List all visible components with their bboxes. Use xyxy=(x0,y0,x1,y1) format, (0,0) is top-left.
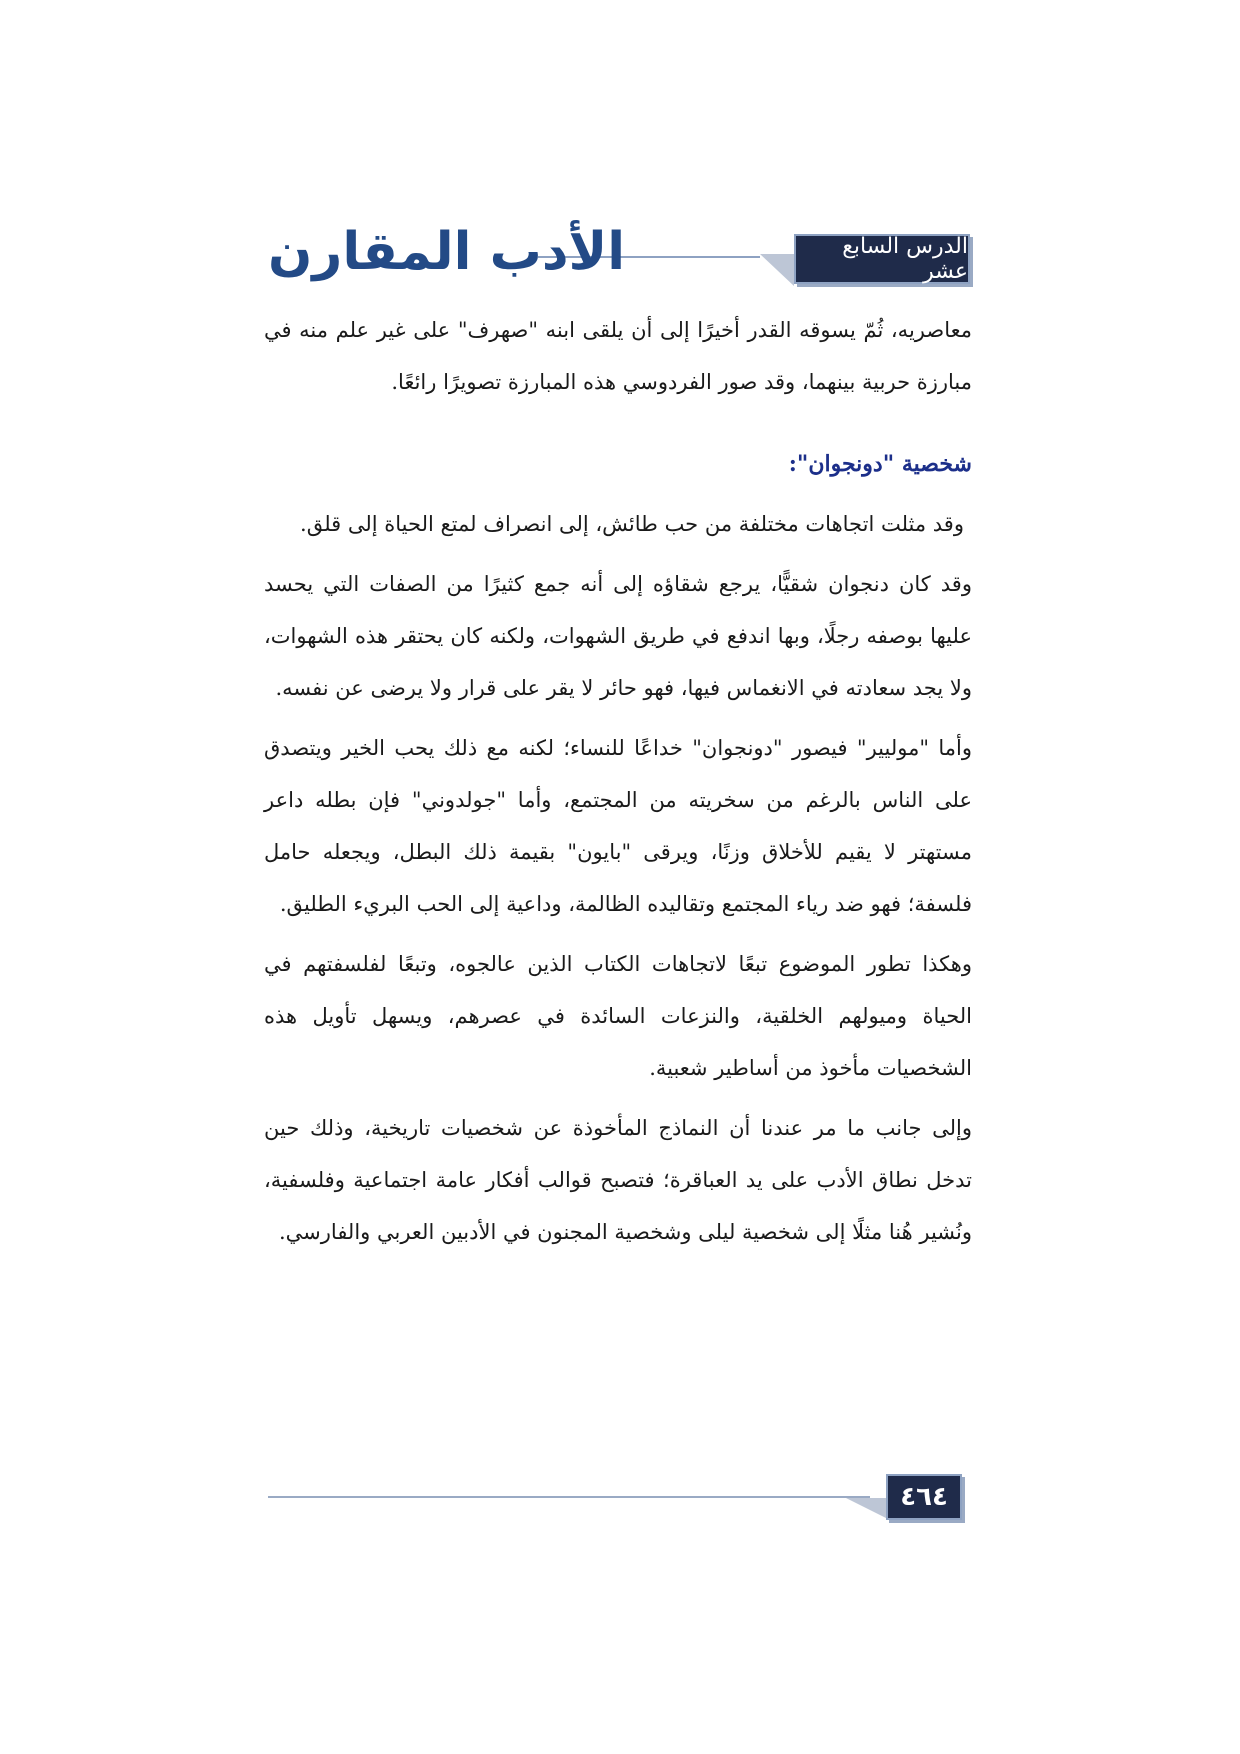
paragraph: وإلى جانب ما مر عندنا أن النماذج المأخوذة عن شخصيات تاريخية، وذلك حين تدخل نطاق الأدب على يد العباقرة؛ فتصبح قوالب أفكار عامة اجتماعية وفلسفية، ونُشير هُنا مثلًا إلى شخصية ليلى وشخصية المجنون في الأدبين العربي والفارسي. xyxy=(264,1116,972,1244)
page-body xyxy=(264,304,972,1266)
section-heading: شخصية "دونجوان": xyxy=(788,451,972,477)
page-footer xyxy=(268,1474,970,1524)
lesson-badge xyxy=(794,234,970,284)
footer-divider xyxy=(268,1496,870,1498)
paragraph: وهكذا تطور الموضوع تبعًا لاتجاهات الكتاب الذين عالجوه، وتبعًا لفلسفتهم في الحياة وميولهم الخلقية، والنزعات السائدة في عصرهم، ويسهل تأويل هذه الشخصيات مأخوذ من أساطير شعبية. xyxy=(264,952,972,1080)
paragraph: وقد مثلت اتجاهات مختلفة من حب طائش، إلى انصراف لمتع الحياة إلى قلق. xyxy=(300,512,964,536)
page-number: ٤٦٤ xyxy=(886,1474,962,1520)
page-header xyxy=(268,222,970,292)
book-title: الأدب المقارن xyxy=(268,222,626,282)
paragraph: وأما "موليير" فيصور "دونجوان" خداعًا للنساء؛ لكنه مع ذلك يحب الخير ويتصدق على الناس بالرغم من سخريته من المجتمع، وأما "جولدوني" فإن بطله داعر مستهتر لا يقيم للأخلاق وزنًا، ويرقى "بايون" بقيمة ذلك البطل، ويجعله حامل فلسفة؛ فهو ضد رياء المجتمع وتقاليده الظالمة، وداعية إلى الحب البريء الطليق. xyxy=(264,736,972,916)
lesson-label: الدرس السابع عشر xyxy=(842,234,968,284)
header-decoration xyxy=(760,254,794,286)
paragraph: وقد كان دنجوان شقيًّا، يرجع شقاؤه إلى أنه جمع كثيرًا من الصفات التي يحسد عليها بوصفه رجلًا، وبها اندفع في طريق الشهوات، ولكنه كان يحتقر هذه الشهوات، ولا يجد سعادته في الانغماس فيها، فهو حائر لا يقر على قرار ولا يرضى عن نفسه. xyxy=(264,572,972,700)
footer-decoration xyxy=(846,1498,890,1520)
paragraph: معاصريه، ثُمّ يسوقه القدر أخيرًا إلى أن يلقى ابنه "صهرف" على غير علم منه في مبارزة حربية بينهما، وقد صور الفردوسي هذه المبارزة تصويرًا رائعًا. xyxy=(264,318,972,394)
